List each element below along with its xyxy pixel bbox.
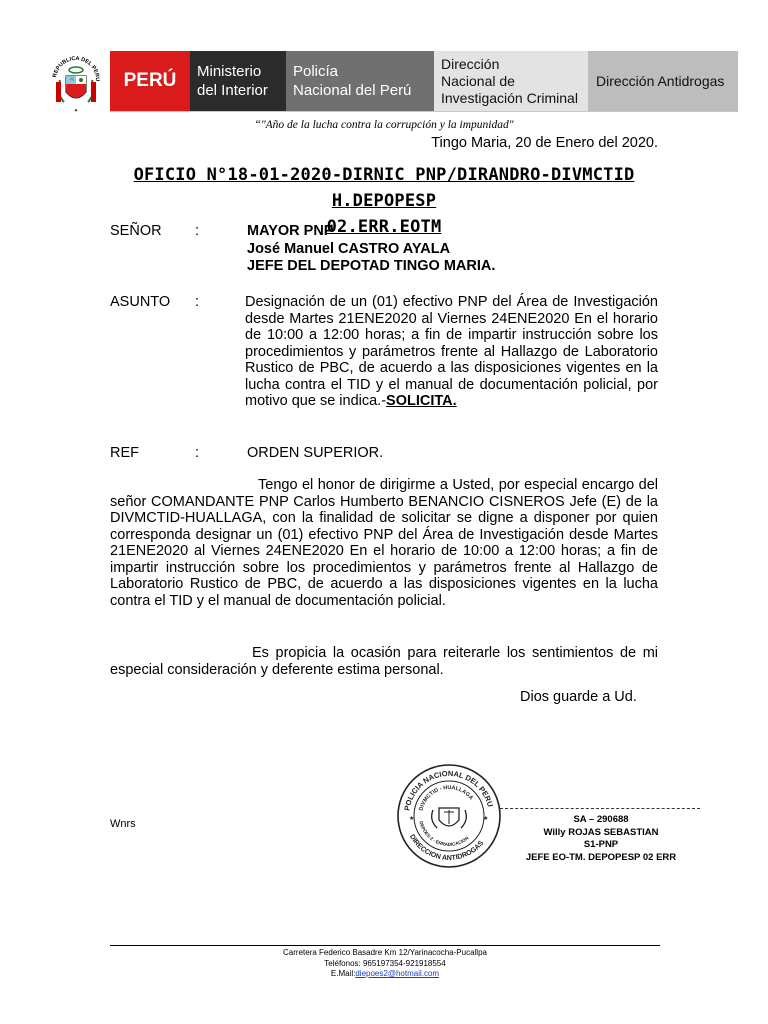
recipient-position: JEFE DEL DEPOTAD TINGO MARIA. — [247, 258, 496, 274]
signature-block — [508, 814, 694, 864]
asunto-colon: : — [195, 294, 200, 310]
signature-position: JEFE EO-TM. DEPOPESP 02 ERR — [525, 851, 677, 863]
signature-rank: S1-PNP — [583, 839, 619, 850]
header-antidrogas-block — [588, 51, 738, 111]
svg-text:★: ★ — [409, 816, 415, 822]
header-direccion-block — [434, 51, 588, 111]
senor-colon: : — [195, 223, 200, 239]
svg-text:★: ★ — [483, 816, 489, 822]
header-direccion-line-2: Nacional de — [441, 72, 515, 89]
signature-line — [500, 808, 700, 809]
farewell: Dios guarde a Ud. — [520, 689, 637, 705]
document-date: Tingo Maria, 20 de Enero del 2020. — [431, 135, 658, 151]
header-direccion-line-3: Investigación Criminal — [441, 89, 578, 106]
asunto-body: Designación de un (01) efectivo PNP del Área de Investigación desde Martes 21ENE2020 al Viernes 24ENE2020 En el horario de 10:00 a 12:00 horas; a fin de impartir instrucción sobre los procedimientos y parámetros frente al Hallazgo de Laboratorio Rustico de PBC, de acuerdo a las disposiciones vigentes en la lucha contra el TID y el manual de documentación policial, por motivo que se indica.- — [245, 294, 658, 409]
peru-coat-of-arms-icon — [48, 50, 104, 114]
stamp-inner-bottom: DEPOES 2 - ERRADICACION — [418, 820, 470, 848]
oficio-line-2: 02.ERR.EOTM — [326, 217, 442, 237]
oficio-line-1: OFICIO N°18-01-2020-DIRNIC PNP/DIRANDRO-DIVMCTID H.DEPOPESP — [133, 165, 635, 211]
header-policia-line-1: Policía — [293, 63, 339, 80]
typist-initials: Wnrs — [110, 818, 136, 830]
svg-text:✦: ✦ — [73, 108, 79, 114]
footer-email-row — [110, 969, 660, 980]
header-divider — [110, 111, 738, 112]
header-direccion-line-1: Dirección — [441, 55, 500, 72]
header-policia-block — [286, 51, 434, 111]
asunto-label: ASUNTO — [110, 294, 171, 310]
header-peru-block — [110, 51, 190, 111]
closing-paragraph: Es propicia la ocasión para reiterarle los sentimientos de mi especial consideración y deferente estima personal. — [110, 645, 658, 678]
ref-label: REF — [110, 445, 139, 461]
footer-address: Carretera Federico Basadre Km 12/Yarinacocha-Pucallpa — [283, 948, 487, 957]
header-ministerio-block — [190, 51, 286, 111]
footer — [110, 948, 660, 980]
footer-divider — [110, 945, 660, 946]
body-paragraph: Tengo el honor de dirigirme a Usted, por especial encargo del señor COMANDANTE PNP Carlos Humberto BENANCIO CISNEROS Jefe (E) de la DIVMCTID-HUALLAGA, con la finalidad de solicitar se digne a disponer por quien corresponda designar un (01) efectivo PNP del Área de Investigación desde Martes 21ENE2020 al Viernes 24ENE2020 En el horario de 10:00 a 12:00 horas; a fin de impartir instrucción sobre los procedimientos y parámetros frente al Hallazgo de Laboratorio Rustico de PBC, de acuerdo a las disposiciones vigentes en la lucha contra el TID y el manual de documentación policial. — [110, 477, 658, 609]
senor-label: SEÑOR — [110, 223, 162, 239]
ref-text: ORDEN SUPERIOR. — [247, 445, 384, 461]
footer-email-link[interactable]: diepoes2@hotmail.com — [355, 969, 440, 978]
footer-phones: Teléfonos: 965197354-921918554 — [324, 958, 446, 968]
signature-cip: SA – 290688 — [573, 814, 629, 825]
recipient-name: José Manuel CASTRO AYALA — [247, 240, 451, 257]
stamp-outer-bottom: DIRECCION ANTIDROGAS — [407, 833, 486, 863]
signature-name: Willy ROJAS SEBASTIAN — [543, 826, 659, 838]
header-policia-line-2: Nacional del Perú — [293, 82, 412, 99]
recipient-rank: MAYOR PNP — [247, 223, 334, 239]
solicita-label: SOLICITA. — [386, 393, 457, 409]
header-ministerio-line-2: del Interior — [197, 82, 268, 99]
recipient-block — [247, 223, 495, 276]
stamp-inner-top: DIVMCTID - HUALLAGA — [418, 784, 474, 812]
header-peru-label: PERÚ — [123, 70, 177, 91]
police-seal-stamp-icon — [395, 762, 503, 870]
ref-colon: : — [195, 445, 200, 461]
stamp-outer-top: POLICIA NACIONAL DEL PERU — [402, 768, 495, 812]
footer-email-label: E.Mail: — [330, 969, 356, 978]
year-motto: “"Año de la lucha contra la corrupción y la impunidad" — [254, 119, 514, 131]
asunto-text — [245, 294, 658, 410]
header-ministerio-line-1: Ministerio — [197, 63, 262, 80]
svg-text:REPUBLICA DEL PERU: REPUBLICA DEL PERU — [52, 55, 101, 82]
header-antidrogas-label: Dirección Antidrogas — [596, 73, 725, 89]
